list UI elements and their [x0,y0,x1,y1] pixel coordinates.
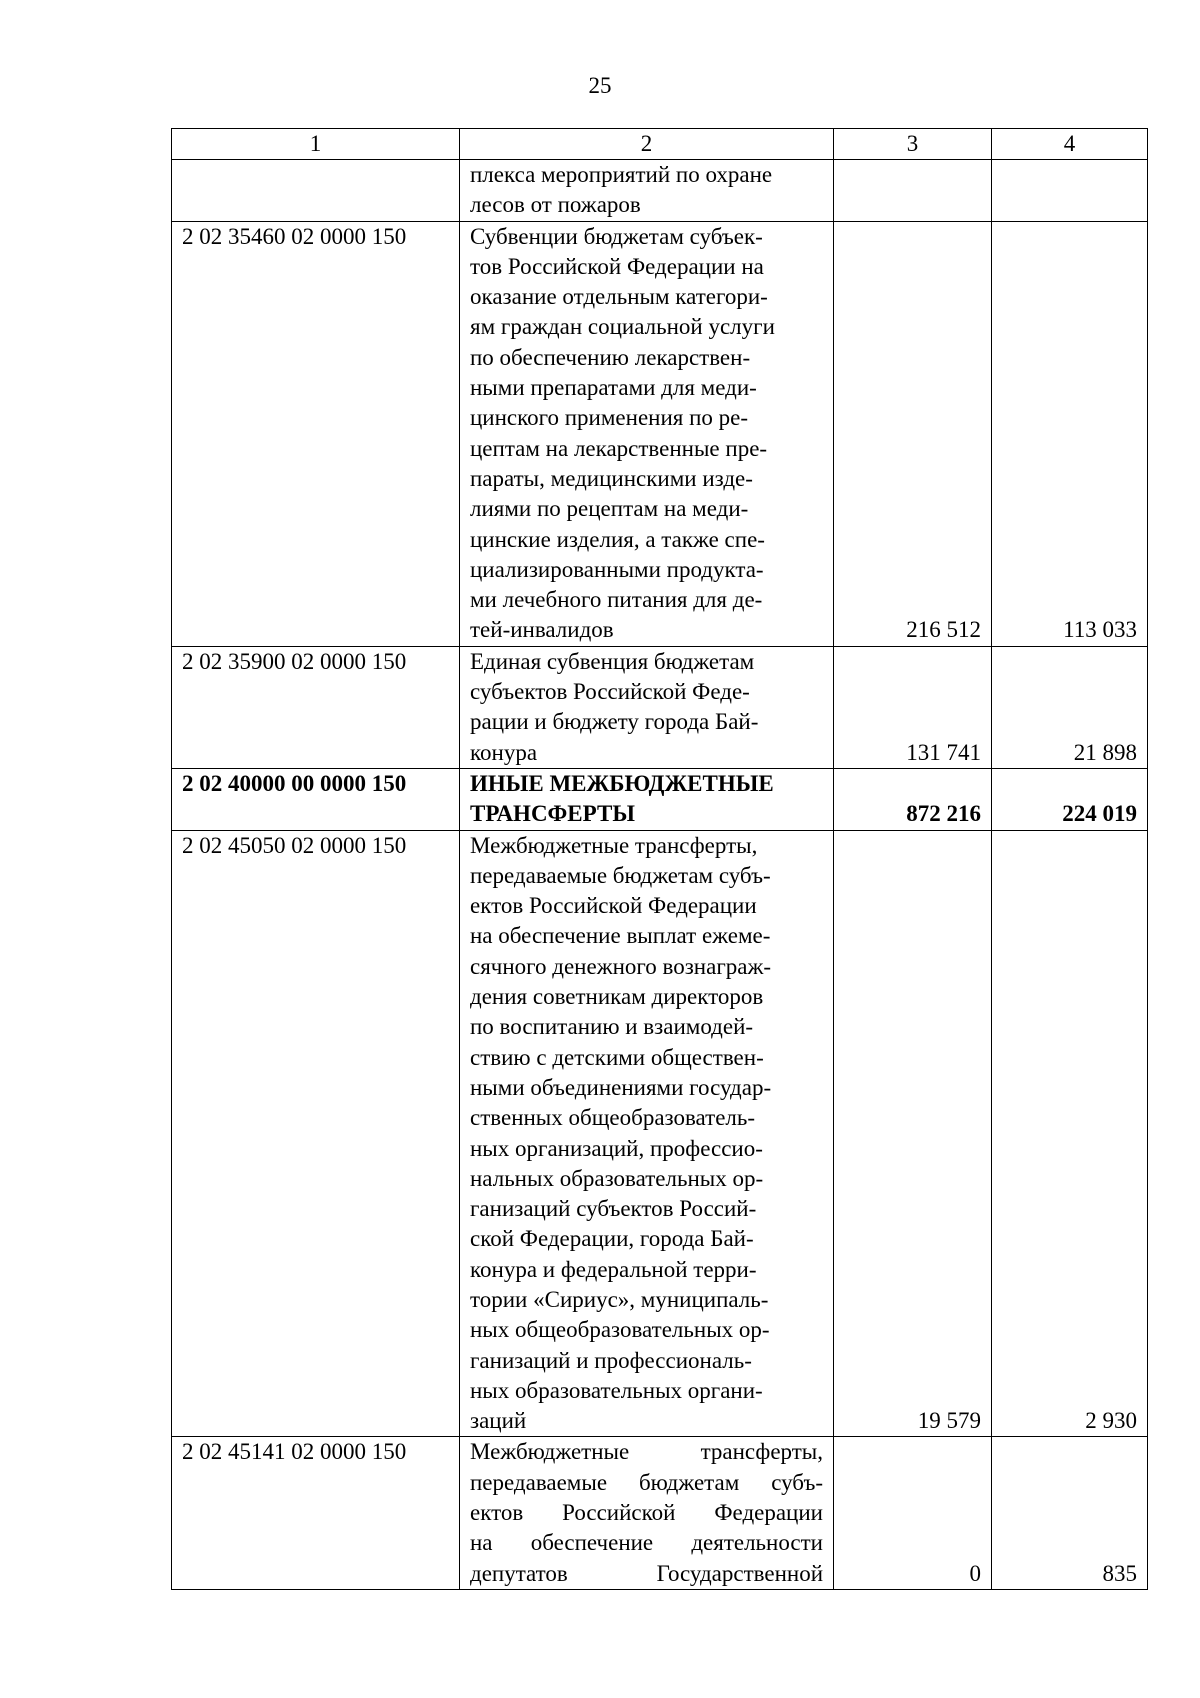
row-value-col4 [992,160,1148,222]
table-row-section-total [172,768,1148,830]
row-value-col3: 19 579 [834,830,992,1437]
row-value-col4: 835 [992,1437,1148,1589]
row-value-col4: 21 898 [992,646,1148,768]
column-header-2: 2 [460,129,834,160]
row-description: плекса мероприятий по охране лесов от пожаров [460,160,834,222]
row-code: 2 02 40000 00 0000 150 [172,768,460,830]
row-value-col3: 216 512 [834,221,992,646]
column-header-1: 1 [172,129,460,160]
row-value-col4: 224 019 [992,768,1148,830]
table-row [172,1437,1148,1589]
table-row [172,830,1148,1437]
table-row [172,646,1148,768]
table-row [172,221,1148,646]
page-number: 25 [588,73,612,98]
row-code: 2 02 45050 02 0000 150 [172,830,460,1437]
table-header-row [172,129,1148,160]
row-description: Межбюджетные трансферты, передаваемые бюджетам субъ- ектов Российской Федерации на обеспечение выплат ежеме- сячного денежного вознаграж- дения советникам директоров по воспитанию и взаимодей- ствию с детскими обществен- ными объединениями государ- ственных общеобразователь- ных организаций, профессио- нальных образовательных ор- ганизаций субъектов Россий- ской Федерации, города Бай- конура и федеральной терри- тории «Сириус», муниципаль- ных общеобразовательных ор- ганизаций и профессиональ- ных образовательных органи- заций [460,830,834,1437]
column-header-3: 3 [834,129,992,160]
row-value-col3: 872 216 [834,768,992,830]
row-value-col4: 2 930 [992,830,1148,1437]
row-description: ИНЫЕ МЕЖБЮДЖЕТНЫЕ ТРАНСФЕРТЫ [460,768,834,830]
row-value-col3 [834,160,992,222]
row-code: 2 02 35460 02 0000 150 [172,221,460,646]
row-description: Единая субвенция бюджетам субъектов Российской Феде- рации и бюджету города Бай- конура [460,646,834,768]
row-code [172,160,460,222]
table-row [172,160,1148,222]
row-value-col3: 0 [834,1437,992,1589]
row-description: Субвенции бюджетам субъек- тов Российской Федерации на оказание отдельным категори- ям граждан социальной услуги по обеспечению лекарствен- ными препаратами для меди- цинского применения по ре- цептам на лекарственные пре- параты, медицинскими изде- лиями по рецептам на меди- цинские изделия, а также спе- циализированными продукта- ми лечебного питания для де- тей-инвалидов [460,221,834,646]
budget-table [171,128,1148,1590]
row-description: Межбюджетные трансферты, передаваемые бюджетам субъ- ектов Российской Федерации на обеспечение деятельности депутатов Государственной [460,1437,834,1589]
row-code: 2 02 45141 02 0000 150 [172,1437,460,1589]
row-value-col3: 131 741 [834,646,992,768]
column-header-4: 4 [992,129,1148,160]
row-code: 2 02 35900 02 0000 150 [172,646,460,768]
row-value-col4: 113 033 [992,221,1148,646]
